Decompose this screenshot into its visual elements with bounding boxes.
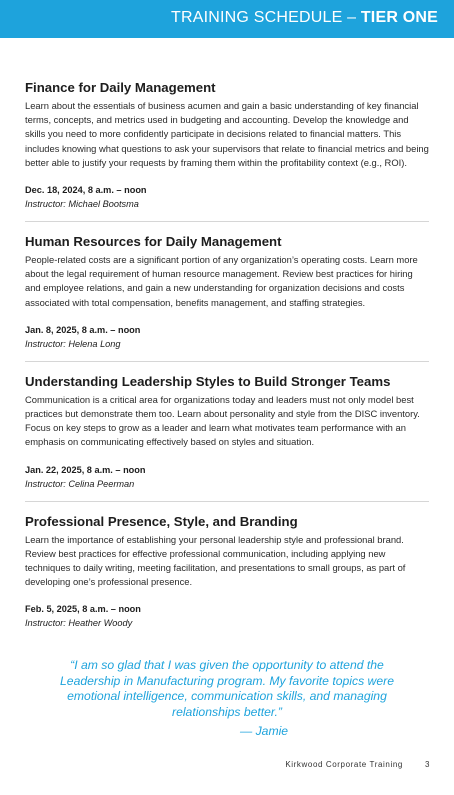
course-list	[25, 80, 429, 630]
course-date: Jan. 8, 2025, 8 a.m. – noon	[25, 324, 141, 335]
divider	[25, 501, 429, 502]
course-description: Communication is a critical area for organizations today and leaders must not only model best practices but demonstrate them too. Learn about personality and style from the DISC inventory. Focus on key steps to grow as a leader and learn what motivates team performance with an emphasis on communicating effectively based on styles and situation.	[25, 393, 420, 448]
course-instructor: Instructor: Heather Woody	[25, 618, 133, 629]
course-description: Learn about the essentials of business acumen and gain a basic understanding of key financial terms, concepts, and metrics used in budgeting and accounting. Develop the knowledge and skills you need to more confidently participate in decisions related to financial matters. This includes knowing what questions to ask your supervisors that relate to financial metrics and being better able to justify your requests by framing them within the profitability context (e.g., ROI).	[25, 100, 429, 168]
course-date: Feb. 5, 2025, 8 a.m. – noon	[25, 604, 141, 615]
course-title: Human Resources for Daily Management	[25, 234, 282, 250]
course-date: Jan. 22, 2025, 8 a.m. – noon	[25, 464, 146, 475]
testimonial-attribution: — Jamie	[240, 724, 289, 738]
course-description: Learn the importance of establishing your personal leadership style and professional brand. Review best practices for effective professional communication, including applying new techniques to daily writing, meeting facilitation, and presentations to small groups, as part of developing one’s professional presence.	[25, 533, 406, 588]
course-date: Dec. 18, 2024, 8 a.m. – noon	[25, 185, 147, 196]
course-leadership-styles	[25, 374, 429, 491]
page-title	[171, 9, 438, 27]
page-number: 3	[424, 760, 430, 769]
page-title-prefix: TRAINING SCHEDULE –	[171, 9, 361, 26]
course-description: People-related costs are a significant portion of any organization’s operating costs. Learn more about the legal requirement of human resource management. Review best practices for hiring and employee relations, and gain a new understanding for organization decisions and costs associated with total compensation, benefits management, and staffing strategies.	[25, 254, 418, 308]
course-professional-presence	[25, 514, 429, 631]
course-finance	[25, 80, 429, 211]
divider	[25, 361, 429, 362]
course-instructor: Instructor: Celina Peerman	[25, 478, 135, 489]
footer-org: Kirkwood Corporate Training	[285, 760, 403, 769]
course-instructor: Instructor: Helena Long	[25, 338, 121, 349]
divider	[25, 221, 429, 222]
course-instructor: Instructor: Michael Bootsma	[25, 199, 139, 210]
course-human-resources	[25, 234, 429, 351]
page-title-tier: TIER ONE	[360, 9, 438, 26]
course-title: Understanding Leadership Styles to Build Stronger Teams	[25, 373, 391, 389]
page-footer	[285, 760, 430, 769]
testimonial-quote: “I am so glad that I was given the opportunity to attend the Leadership in Manufacturing program. My favorite topics were emotional intelligence, communication skills, and managing relationships better.”	[60, 658, 394, 719]
course-title: Finance for Daily Management	[25, 80, 216, 95]
header-banner	[0, 0, 454, 38]
course-title: Professional Presence, Style, and Branding	[25, 513, 298, 529]
